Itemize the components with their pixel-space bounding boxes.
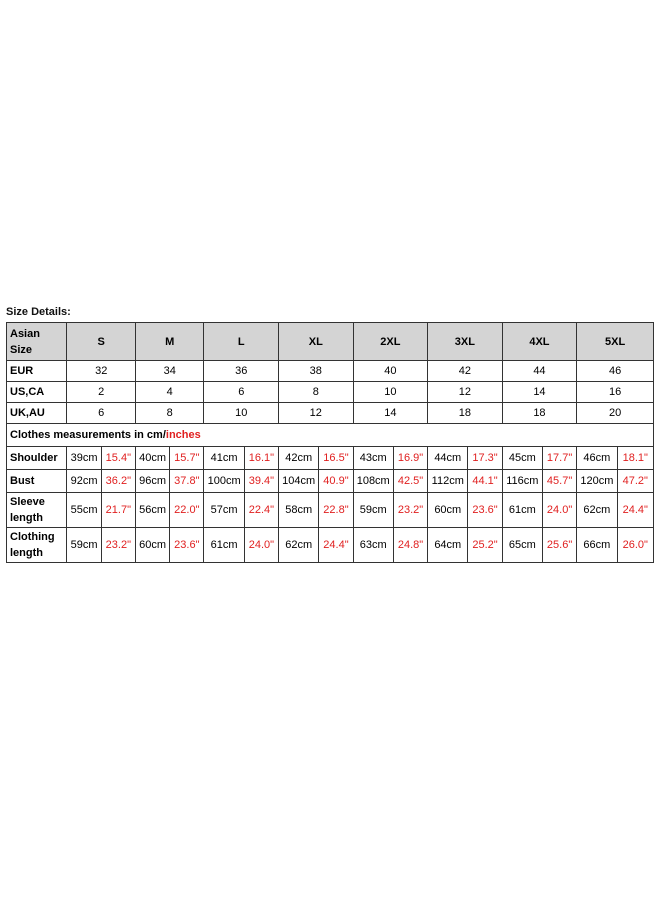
cm-cell: 64cm — [428, 528, 468, 563]
sleeve-length-row — [7, 493, 654, 528]
inch-cell: 42.5" — [393, 470, 427, 493]
inch-cell: 25.2" — [468, 528, 502, 563]
inch-cell: 37.8" — [170, 470, 204, 493]
inch-cell: 24.4" — [617, 493, 653, 528]
inch-cell: 40.9" — [319, 470, 353, 493]
table-cell: 6 — [67, 403, 136, 424]
asian-size-label: Asian Size — [7, 323, 67, 361]
table-cell: 34 — [135, 361, 204, 382]
measurements-heading — [7, 424, 654, 447]
table-cell: 32 — [67, 361, 136, 382]
size-chart-table — [6, 322, 654, 563]
cm-cell: 60cm — [135, 528, 169, 563]
inch-cell: 23.2" — [101, 528, 135, 563]
inch-cell: 23.2" — [393, 493, 427, 528]
inch-cell: 23.6" — [468, 493, 502, 528]
cm-cell: 108cm — [353, 470, 393, 493]
row-label: Bust — [7, 470, 67, 493]
inch-cell: 16.9" — [393, 447, 427, 470]
row-label: Shoulder — [7, 447, 67, 470]
cm-cell: 65cm — [502, 528, 542, 563]
table-cell: 8 — [279, 382, 354, 403]
clothing-length-row — [7, 528, 654, 563]
table-cell: 6 — [204, 382, 279, 403]
size-header-cell: 4XL — [502, 323, 577, 361]
table-cell: 4 — [135, 382, 204, 403]
inch-cell: 47.2" — [617, 470, 653, 493]
table-cell: 14 — [353, 403, 428, 424]
row-label: EUR — [7, 361, 67, 382]
size-header-cell: XL — [279, 323, 354, 361]
inch-cell: 18.1" — [617, 447, 653, 470]
inch-cell: 24.0" — [542, 493, 576, 528]
cm-cell: 56cm — [135, 493, 169, 528]
cm-cell: 45cm — [502, 447, 542, 470]
cm-cell: 41cm — [204, 447, 244, 470]
inch-cell: 36.2" — [101, 470, 135, 493]
inch-cell: 15.7" — [170, 447, 204, 470]
inch-cell: 24.4" — [319, 528, 353, 563]
cm-cell: 92cm — [67, 470, 101, 493]
inch-cell: 22.8" — [319, 493, 353, 528]
bust-row — [7, 470, 654, 493]
uk-au-row — [7, 403, 654, 424]
cm-cell: 66cm — [577, 528, 617, 563]
inch-cell: 17.7" — [542, 447, 576, 470]
cm-cell: 60cm — [428, 493, 468, 528]
inch-cell: 26.0" — [617, 528, 653, 563]
inch-cell: 17.3" — [468, 447, 502, 470]
cm-cell: 39cm — [67, 447, 101, 470]
table-cell: 10 — [353, 382, 428, 403]
cm-cell: 43cm — [353, 447, 393, 470]
cm-cell: 58cm — [279, 493, 319, 528]
cm-cell: 120cm — [577, 470, 617, 493]
cm-cell: 42cm — [279, 447, 319, 470]
heading-prefix: Clothes measurements in cm/ — [10, 429, 166, 441]
size-header-row — [7, 323, 654, 361]
table-cell: 20 — [577, 403, 654, 424]
table-cell: 12 — [279, 403, 354, 424]
inch-cell: 39.4" — [244, 470, 278, 493]
table-cell: 18 — [428, 403, 503, 424]
inch-cell: 21.7" — [101, 493, 135, 528]
inch-cell: 16.5" — [319, 447, 353, 470]
cm-cell: 61cm — [502, 493, 542, 528]
cm-cell: 112cm — [428, 470, 468, 493]
table-cell: 46 — [577, 361, 654, 382]
table-cell: 10 — [204, 403, 279, 424]
size-header-cell: M — [135, 323, 204, 361]
cm-cell: 62cm — [279, 528, 319, 563]
size-header-cell: 2XL — [353, 323, 428, 361]
cm-cell: 61cm — [204, 528, 244, 563]
cm-cell: 116cm — [502, 470, 542, 493]
table-cell: 14 — [502, 382, 577, 403]
cm-cell: 96cm — [135, 470, 169, 493]
cm-cell: 40cm — [135, 447, 169, 470]
row-label: US,CA — [7, 382, 67, 403]
inch-cell: 23.6" — [170, 528, 204, 563]
cm-cell: 104cm — [279, 470, 319, 493]
row-label: Clothing length — [7, 528, 67, 563]
size-details-title: Size Details: — [6, 306, 71, 318]
size-header-cell: S — [67, 323, 136, 361]
table-cell: 42 — [428, 361, 503, 382]
cm-cell: 59cm — [353, 493, 393, 528]
inch-cell: 24.8" — [393, 528, 427, 563]
cm-cell: 57cm — [204, 493, 244, 528]
cm-cell: 44cm — [428, 447, 468, 470]
size-header-cell: L — [204, 323, 279, 361]
table-cell: 8 — [135, 403, 204, 424]
table-cell: 44 — [502, 361, 577, 382]
table-cell: 12 — [428, 382, 503, 403]
eur-row — [7, 361, 654, 382]
cm-cell: 62cm — [577, 493, 617, 528]
inch-cell: 24.0" — [244, 528, 278, 563]
measurements-heading-row — [7, 424, 654, 447]
table-cell: 16 — [577, 382, 654, 403]
cm-cell: 100cm — [204, 470, 244, 493]
table-cell: 40 — [353, 361, 428, 382]
table-cell: 38 — [279, 361, 354, 382]
inch-cell: 44.1" — [468, 470, 502, 493]
heading-unit-inches: inches — [165, 429, 201, 441]
cm-cell: 63cm — [353, 528, 393, 563]
inch-cell: 22.0" — [170, 493, 204, 528]
inch-cell: 15.4" — [101, 447, 135, 470]
cm-cell: 46cm — [577, 447, 617, 470]
us-ca-row — [7, 382, 654, 403]
cm-cell: 55cm — [67, 493, 101, 528]
inch-cell: 25.6" — [542, 528, 576, 563]
cm-cell: 59cm — [67, 528, 101, 563]
shoulder-row — [7, 447, 654, 470]
table-cell: 36 — [204, 361, 279, 382]
row-label: UK,AU — [7, 403, 67, 424]
row-label: Sleeve length — [7, 493, 67, 528]
inch-cell: 45.7" — [542, 470, 576, 493]
table-cell: 2 — [67, 382, 136, 403]
inch-cell: 22.4" — [244, 493, 278, 528]
size-header-cell: 5XL — [577, 323, 654, 361]
table-cell: 18 — [502, 403, 577, 424]
inch-cell: 16.1" — [244, 447, 278, 470]
size-header-cell: 3XL — [428, 323, 503, 361]
